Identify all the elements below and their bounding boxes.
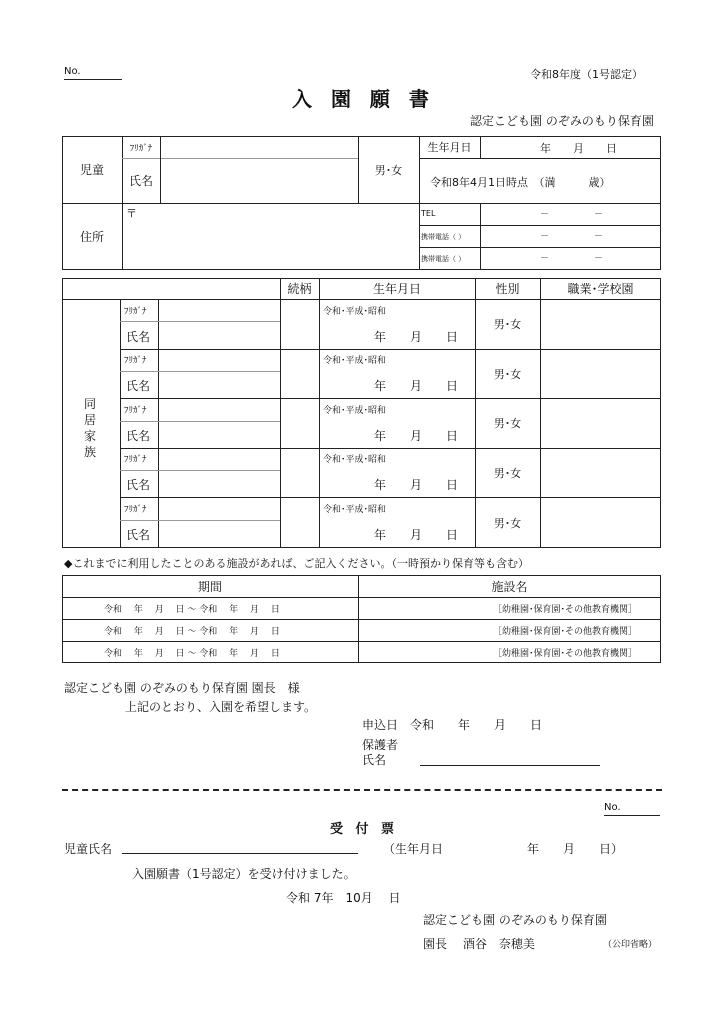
age-note: 令和8年4月1日時点 （満 歳） [430,176,611,189]
family-name-label: 氏名 [126,429,151,443]
family-date[interactable]: 年 月 日 [374,379,459,393]
header-job: 職業･学校園 [567,282,634,296]
facility-type[interactable]: ［幼稚園･保育園･その他教育機関］ [493,627,638,637]
child-furigana-label: ﾌﾘｶﾞﾅ [129,143,153,154]
cut-line [62,789,662,791]
page-title: 入 園 願 書 [292,87,435,111]
mobile2-label: 携帯電話（ ） [421,255,466,263]
family-furigana-label: ﾌﾘｶﾞﾅ [124,356,147,366]
facility-period[interactable]: 令和 年 月 日 ～ 令和 年 月 日 [104,605,280,615]
family-gender[interactable]: 男･女 [493,466,522,480]
school-name: 認定こども園 のぞみのもり保育園 [470,114,654,128]
seal-note: （公印省略） [603,940,658,950]
receipt-no-label: No. [604,802,621,813]
receipt-director: 園長 酒谷 奈穂美 [423,937,535,951]
family-date[interactable]: 年 月 日 [374,478,459,492]
header-period: 期間 [197,579,222,594]
family-era[interactable]: 令和･平成･昭和 [323,356,387,366]
application-date[interactable]: 申込日 令和 年 月 日 [362,718,543,732]
facility-type[interactable]: ［幼稚園･保育園･その他教育機関］ [493,649,638,659]
family-gender[interactable]: 男･女 [493,516,522,530]
family-name-label: 氏名 [126,379,151,393]
family-date[interactable]: 年 月 日 [374,528,459,542]
family-furigana-label: ﾌﾘｶﾞﾅ [124,307,147,317]
family-name-label: 氏名 [126,478,151,492]
tel-field[interactable]: － － [540,210,604,220]
receipt-title: 受 付 票 [330,822,399,837]
child-name-field[interactable] [161,159,357,202]
mobile2-field[interactable]: － － [540,254,604,264]
guardian-name-label: 氏名 [362,753,387,767]
family-furigana-label: ﾌﾘｶﾞﾅ [124,455,147,465]
child-section-label: 児童 [79,163,104,177]
family-name-label: 氏名 [126,330,151,344]
no-label: No. [64,66,81,77]
family-section-label: 同居家族 [84,397,97,459]
family-name-label: 氏名 [126,528,151,542]
addressee: 認定こども園 のぞみのもり保育園 園長 様 [64,681,300,695]
family-gender[interactable]: 男･女 [493,417,522,430]
address-section-label: 住所 [79,230,104,244]
family-era[interactable]: 令和･平成･昭和 [323,307,387,317]
address-field[interactable] [140,205,416,267]
receipt-school: 認定こども園 のぞみのもり保育園 [423,913,607,927]
facility-note: ◆これまでに利用したことのある施設があれば、ご記入ください。（一時預かり保育等も含む） [64,557,529,570]
header-gender: 性別 [495,282,520,296]
header-birth: 生年月日 [372,282,421,296]
family-era[interactable]: 令和･平成･昭和 [323,455,387,465]
application-statement: 上記のとおり、入園を希望します。 [125,700,317,714]
guardian-label: 保護者 [362,738,399,752]
receipt-statement: 入園願書（1号認定）を受け付けました。 [132,867,356,881]
receipt-child-name-line[interactable] [122,853,358,854]
mobile1-field[interactable]: － － [540,232,604,242]
birth-date-field[interactable]: 年 月 日 [540,142,617,155]
tel-label: TEL [421,209,436,218]
postal-mark: 〒 [126,207,137,220]
family-furigana-label: ﾌﾘｶﾞﾅ [124,406,147,416]
family-date[interactable]: 年 月 日 [374,429,459,443]
receipt-date: 令和 7年 10月 日 [286,891,401,905]
no-underline [64,79,122,80]
receipt-birth: （生年月日 年 月 日） [383,842,624,856]
child-name-label: 氏名 [128,174,153,188]
child-gender-choice[interactable]: 男･女 [374,163,403,177]
family-gender[interactable]: 男･女 [493,367,522,381]
facility-period[interactable]: 令和 年 月 日 ～ 令和 年 月 日 [104,649,280,659]
mobile1-label: 携帯電話（ ） [421,233,466,241]
year-cert-label: 令和8年度（1号認定） [530,68,643,81]
guardian-name-line[interactable] [420,765,600,766]
header-facility: 施設名 [491,579,528,594]
family-gender[interactable]: 男･女 [493,318,522,331]
family-date[interactable]: 年 月 日 [374,330,459,344]
facility-period[interactable]: 令和 年 月 日 ～ 令和 年 月 日 [104,627,280,637]
family-era[interactable]: 令和･平成･昭和 [323,406,387,416]
receipt-child-name-label: 児童氏名 [64,842,113,856]
facility-type[interactable]: ［幼稚園･保育園･その他教育機関］ [493,605,638,615]
family-furigana-label: ﾌﾘｶﾞﾅ [124,505,147,515]
family-era[interactable]: 令和･平成･昭和 [323,505,387,515]
birth-date-label: 生年月日 [427,141,472,154]
header-relation: 続柄 [287,282,312,296]
child-furigana-field[interactable] [161,137,357,157]
